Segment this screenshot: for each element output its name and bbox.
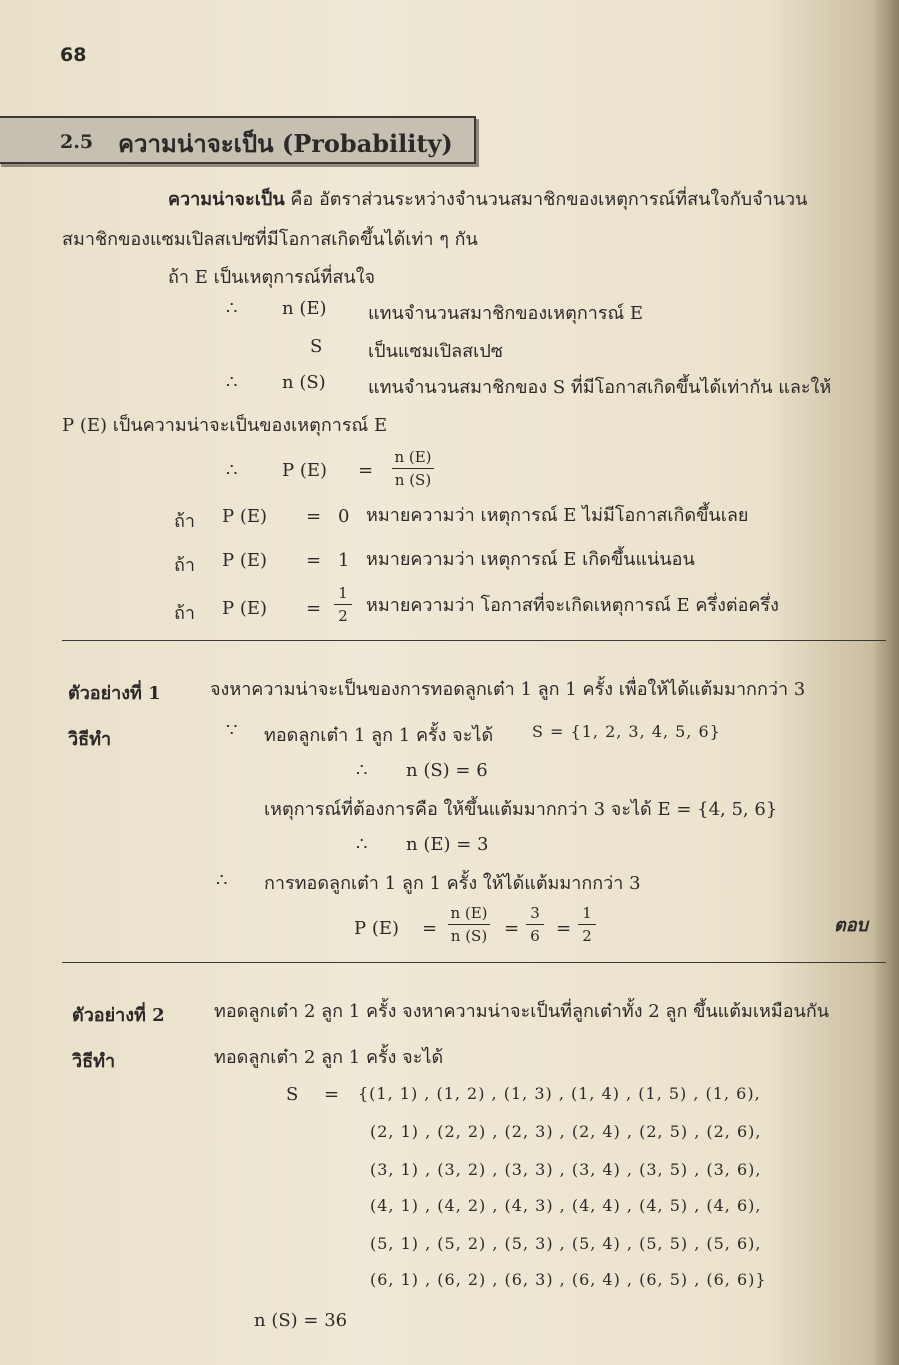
fraction-numerator: 1 <box>582 904 592 922</box>
because-symbol: ∵ <box>226 720 238 741</box>
example-2-step-1: ทอดลูกเต๋า 2 ลูก 1 ครั้ง จะได้ <box>214 1047 444 1068</box>
equals-sign: = <box>422 918 438 939</box>
divider <box>62 640 886 641</box>
section-title: ความน่าจะเป็น (Probability) <box>118 129 453 158</box>
case-desc-one: หมายความว่า เหตุการณ์ E เกิดขึ้นแน่นอน <box>366 549 695 570</box>
s-description: เป็นแซมเปิลสเปซ <box>368 341 503 362</box>
s-symbol: S <box>310 336 323 357</box>
pe-symbol: P (E) <box>354 918 400 939</box>
sample-space-symbol: S <box>286 1084 299 1105</box>
fraction-numerator: 1 <box>338 584 348 602</box>
equals-sign: = <box>306 550 322 571</box>
answer-label: ตอบ <box>834 915 868 936</box>
pe-definition-line: P (E) เป็นความน่าจะเป็นของเหตุการณ์ E <box>62 415 388 436</box>
fraction-three-sixths <box>526 904 544 945</box>
ns-symbol: n (S) <box>282 372 326 393</box>
sample-space-row: (3, 1) , (3, 2) , (3, 3) , (3, 4) , (3, 5) , (3, 6), <box>370 1160 762 1179</box>
equals-sign: = <box>504 918 520 939</box>
example-1-event: เหตุการณ์ที่ต้องการคือ ให้ขึ้นแต้มมากกว่า 3 จะได้ E = {4, 5, 6} <box>264 799 778 820</box>
therefore-symbol: ∴ <box>226 372 238 393</box>
sample-space-row: (5, 1) , (5, 2) , (5, 3) , (5, 4) , (5, 5) , (5, 6), <box>370 1234 762 1253</box>
example-2-method-label: วิธีทำ <box>72 1051 116 1072</box>
fraction-denominator: 2 <box>582 927 592 945</box>
example-1-conclusion: การทอดลูกเต๋า 1 ลูก 1 ครั้ง ให้ได้แต้มมากกว่า 3 <box>264 873 641 894</box>
example-1-question: จงหาความน่าจะเป็นของการทอดลูกเต๋า 1 ลูก 1 ครั้ง เพื่อให้ได้แต้มมากกว่า 3 <box>210 679 806 700</box>
example-2-ns: n (S) = 36 <box>254 1310 348 1331</box>
pe-symbol: P (E) <box>222 550 268 571</box>
ne-symbol: n (E) <box>282 298 327 319</box>
therefore-symbol: ∴ <box>226 460 238 481</box>
example-2-label: ตัวอย่างที่ 2 <box>72 1005 165 1026</box>
equals-sign: = <box>324 1084 340 1105</box>
example-1-step-1: ทอดลูกเต๋า 1 ลูก 1 ครั้ง จะได้ <box>264 725 494 746</box>
fraction-denominator: 6 <box>530 927 540 945</box>
equals-sign: = <box>556 918 572 939</box>
equals-sign: = <box>358 460 374 481</box>
therefore-symbol: ∴ <box>356 834 368 855</box>
therefore-symbol: ∴ <box>356 760 368 781</box>
case-value-zero: 0 <box>338 506 350 527</box>
sample-space-row: (4, 1) , (4, 2) , (4, 3) , (4, 4) , (4, 5) , (4, 6), <box>370 1196 762 1215</box>
example-2-question: ทอดลูกเต๋า 2 ลูก 1 ครั้ง จงหาความน่าจะเป็นที่ลูกเต๋าทั้ง 2 ลูก ขึ้นแต้มเหมือนกัน <box>214 1001 830 1022</box>
if-word: ถ้า <box>174 555 196 576</box>
if-e-line: ถ้า E เป็นเหตุการณ์ที่สนใจ <box>168 267 376 288</box>
sample-space-row: (2, 1) , (2, 2) , (2, 3) , (2, 4) , (2, 5) , (2, 6), <box>370 1122 762 1141</box>
definition-line-1 <box>168 184 807 213</box>
ns-description: แทนจำนวนสมาชิกของ S ที่มีโอกาสเกิดขึ้นได้เท่ากัน และให้ <box>368 377 832 398</box>
divider <box>62 962 886 963</box>
example-1-sample-space: S = {1, 2, 3, 4, 5, 6} <box>532 722 721 741</box>
case-value-one: 1 <box>338 550 350 571</box>
sample-space-row: {(1, 1) , (1, 2) , (1, 3) , (1, 4) , (1, 5) , (1, 6), <box>358 1084 761 1103</box>
pe-symbol: P (E) <box>222 506 268 527</box>
example-1-method-label: วิธีทำ <box>68 729 112 750</box>
definition-line-2: สมาชิกของแซมเปิลสเปซที่มีโอกาสเกิดขึ้นได้เท่า ๆ กัน <box>62 229 478 250</box>
fraction-denominator: n (S) <box>450 927 488 945</box>
fraction-one-half <box>578 904 596 945</box>
pe-symbol: P (E) <box>222 598 268 619</box>
page-number: 68 <box>60 44 87 66</box>
equals-sign: = <box>306 598 322 619</box>
example-1-ns: n (S) = 6 <box>406 760 488 781</box>
ne-description: แทนจำนวนสมาชิกของเหตุการณ์ E <box>368 303 644 324</box>
fraction-numerator: n (E) <box>450 904 488 922</box>
fraction-numerator: 3 <box>530 904 540 922</box>
definition-text: คือ อัตราส่วนระหว่างจำนวนสมาชิกของเหตุการณ์ที่สนใจกับจำนวน <box>290 189 808 210</box>
if-word: ถ้า <box>174 603 196 624</box>
equals-sign: = <box>306 506 322 527</box>
definition-term: ความน่าจะเป็น <box>168 189 285 210</box>
example-1-ne: n (E) = 3 <box>406 834 489 855</box>
therefore-symbol: ∴ <box>216 870 228 891</box>
fraction-denominator: n (S) <box>394 471 432 489</box>
example-1-label: ตัวอย่างที่ 1 <box>68 683 161 704</box>
half-fraction <box>334 584 352 625</box>
sample-space-row: (6, 1) , (6, 2) , (6, 3) , (6, 4) , (6, 5) , (6, 6)} <box>370 1270 767 1289</box>
section-number: 2.5 <box>60 131 94 153</box>
therefore-symbol: ∴ <box>226 298 238 319</box>
case-desc-half: หมายความว่า โอกาสที่จะเกิดเหตุการณ์ E ครึ่งต่อครึ่ง <box>366 595 779 616</box>
fraction-numerator: n (E) <box>394 448 432 466</box>
pe-symbol: P (E) <box>282 460 328 481</box>
probability-fraction <box>392 448 434 489</box>
case-desc-zero: หมายความว่า เหตุการณ์ E ไม่มีโอกาสเกิดขึ้นเลย <box>366 505 749 526</box>
fraction-denominator: 2 <box>338 607 348 625</box>
probability-fraction <box>448 904 490 945</box>
if-word: ถ้า <box>174 511 196 532</box>
